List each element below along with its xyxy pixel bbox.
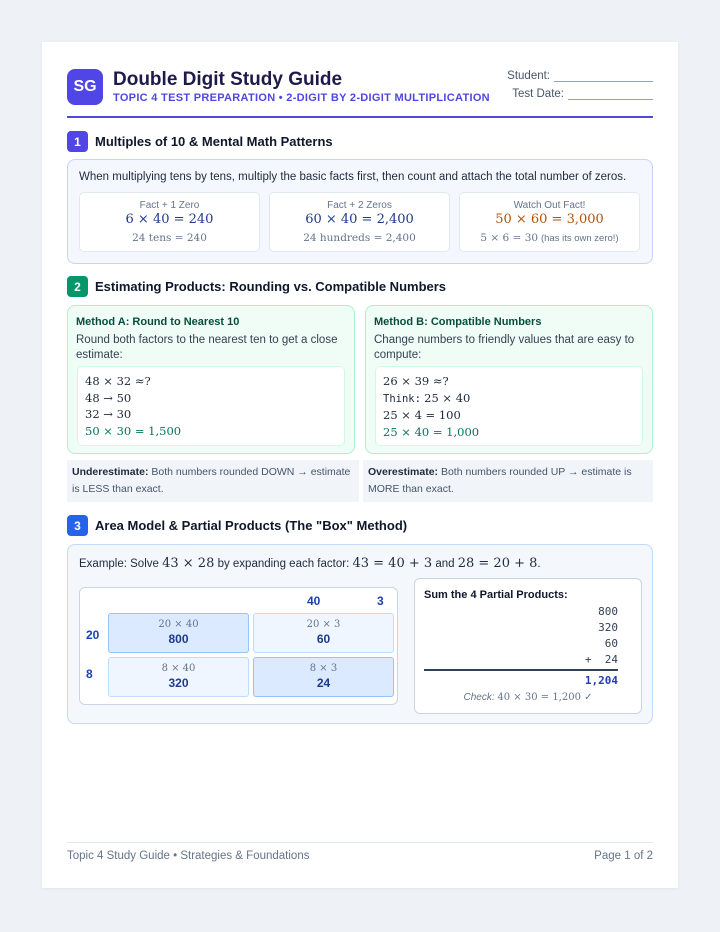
sum-title: Sum the 4 Partial Products: [424, 589, 568, 601]
header-divider [67, 116, 653, 118]
area-model-box [67, 544, 653, 724]
method-b-description: Change numbers to friendly values that are easy to compute: [374, 334, 635, 361]
think-expression: 25 × 40 [424, 390, 471, 405]
method-a-work [77, 366, 345, 446]
partial-product-cell [253, 613, 394, 653]
intro-expression: 43 = 40 + 3 [352, 556, 433, 571]
test-date-label: Test Date: [512, 88, 564, 100]
fact-card-equation: 60 × 40 = 2,400 [305, 212, 414, 227]
cell-value: 60 [316, 632, 331, 646]
think-label: Think: [383, 392, 421, 405]
partial-product-cell [253, 657, 394, 697]
partial-products-sum [414, 578, 642, 714]
intro-text: . [537, 558, 541, 570]
overestimate-label: Overestimate: [368, 466, 439, 478]
fact-card-label: Fact + 1 Zero [139, 200, 200, 211]
section-1-header [67, 131, 333, 152]
section-2-header [67, 276, 446, 297]
work-line-think [383, 390, 635, 408]
area-model-grid [79, 587, 398, 705]
mental-math-box [67, 159, 653, 264]
intro-text: Example: Solve [79, 558, 159, 570]
work-line: 25 × 4 = 100 [383, 408, 461, 422]
cell-value: 24 [316, 676, 331, 690]
method-b-title: Method B: Compatible Numbers [374, 316, 542, 328]
cell-expression: 20 × 3 [306, 619, 341, 630]
underestimate-label: Underestimate: [72, 466, 149, 478]
area-model-intro [79, 556, 541, 571]
footer-left: Topic 4 Study Guide • Strategies & Foundations [67, 850, 310, 862]
study-guide-page [42, 42, 678, 888]
fact-card-note: (has its own zero!) [540, 233, 619, 244]
section-3-number: 3 [67, 515, 88, 536]
row-header: 8 [86, 667, 93, 681]
student-field [507, 70, 653, 82]
partial-value: + 24 [584, 653, 618, 666]
method-b-card [365, 305, 653, 454]
work-answer: 25 × 40 = 1,000 [383, 424, 480, 439]
fact-card-watch-out [459, 192, 640, 252]
cell-expression: 8 × 3 [309, 663, 338, 674]
cell-value: 320 [168, 676, 189, 690]
check-label: Check: [463, 692, 495, 703]
fact-card-equation: 50 × 60 = 3,000 [495, 212, 604, 227]
sum-total: 1,204 [584, 674, 618, 687]
sum-rule [424, 669, 618, 671]
logo-badge: SG [67, 69, 103, 105]
section-1-number: 1 [67, 131, 88, 152]
fact-card-label: Watch Out Fact! [513, 200, 586, 211]
underestimate-text: Both numbers rounded DOWN → estimate is LESS than exact. [72, 466, 351, 495]
overestimate-note [363, 460, 653, 502]
method-b-work [375, 366, 643, 446]
check-expression: 40 × 30 = 1,200 ✓ [497, 692, 593, 703]
cell-expression: 8 × 40 [161, 663, 196, 674]
column-header: 40 [307, 594, 321, 608]
section-3-header [67, 515, 407, 536]
intro-expression: 28 = 20 + 8 [457, 556, 538, 571]
sum-check [415, 692, 641, 703]
work-answer: 50 × 30 = 1,500 [85, 423, 182, 438]
partial-value: 320 [598, 621, 618, 634]
work-line: 32 → 30 [85, 407, 132, 421]
method-a-description: Round both factors to the nearest ten to get a close estimate: [76, 334, 338, 361]
page-title: Double Digit Study Guide [113, 69, 343, 90]
fact-card-sub: 24 hundreds = 2,400 [303, 232, 416, 244]
method-a-title: Method A: Round to Nearest 10 [76, 316, 240, 328]
partial-value: 60 [604, 637, 618, 650]
intro-expression: 43 × 28 [162, 556, 215, 571]
student-line[interactable] [554, 70, 653, 82]
fact-card-sub: 24 tens = 240 [132, 232, 207, 244]
fact-card-label: Fact + 2 Zeros [327, 200, 392, 211]
section-2-title: Estimating Products: Rounding vs. Compatible Numbers [95, 279, 447, 294]
overestimate-text: Both numbers rounded UP → estimate is MORE than exact. [368, 466, 632, 495]
section-1-title: Multiples of 10 & Mental Math Patterns [95, 134, 333, 149]
fact-card-sub [460, 232, 639, 244]
fact-card-1-zero [79, 192, 260, 252]
cell-value: 800 [168, 632, 189, 646]
row-header: 20 [86, 628, 100, 642]
footer-divider [67, 842, 653, 843]
student-label: Student: [507, 70, 550, 82]
work-line: 48 × 32 ≈? [85, 374, 151, 388]
column-header: 3 [377, 594, 384, 608]
partial-product-cell [108, 613, 249, 653]
section-2-number: 2 [67, 276, 88, 297]
method-a-card [67, 305, 355, 454]
partial-value: 800 [598, 605, 618, 618]
work-line: 48 → 50 [85, 390, 132, 405]
fact-card-sub-expr: 5 × 6 = 30 [480, 232, 539, 244]
test-date-line[interactable] [568, 88, 653, 100]
page-subtitle: TOPIC 4 TEST PREPARATION • 2-DIGIT BY 2-DIGIT MULTIPLICATION [113, 92, 490, 104]
footer-page-number: Page 1 of 2 [594, 850, 653, 862]
intro-text: by expanding each factor: [217, 558, 350, 570]
intro-text: and [435, 558, 455, 570]
work-line: 26 × 39 ≈? [383, 374, 449, 388]
partial-product-cell [108, 657, 249, 697]
mental-math-intro: When multiplying tens by tens, multiply the basic facts first, then count and attach the total number of zeros. [79, 171, 627, 183]
underestimate-note [67, 460, 359, 502]
section-3-title: Area Model & Partial Products (The "Box" Method) [95, 518, 408, 533]
test-date-field [512, 88, 653, 100]
fact-card-2-zeros [269, 192, 450, 252]
cell-expression: 20 × 40 [158, 619, 199, 630]
fact-card-equation: 6 × 40 = 240 [125, 212, 214, 227]
